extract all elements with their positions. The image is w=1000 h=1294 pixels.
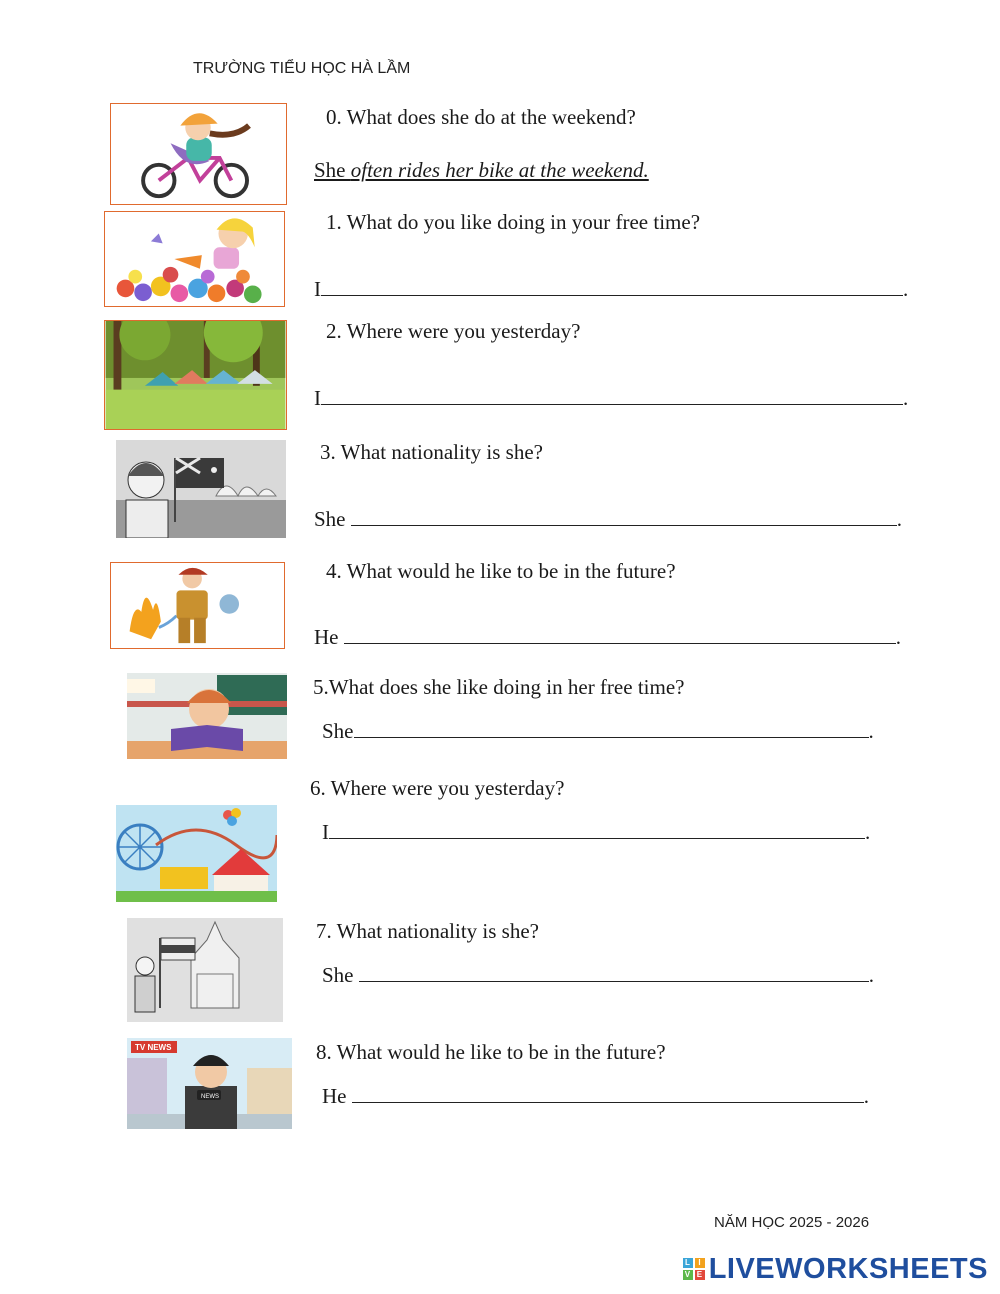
answer-end-7: .: [868, 963, 874, 987]
answer-prefix-2: I: [314, 386, 321, 410]
question-8: 8. What would he like to be in the future?: [316, 1040, 666, 1064]
question-2: 2. Where were you yesterday?: [326, 319, 581, 343]
answer-blank-7[interactable]: [359, 963, 869, 982]
answer-prefix-6: I: [322, 820, 329, 844]
answer-blank-6[interactable]: [329, 820, 865, 839]
answer-line-2[interactable]: [314, 386, 908, 411]
answer-prefix-4: He: [314, 625, 339, 649]
logo-letter-v: V: [683, 1270, 693, 1280]
answer-blank-2[interactable]: [321, 386, 903, 405]
answer-end-1: .: [903, 277, 909, 301]
answer-end-8: .: [863, 1084, 869, 1108]
logo-letter-e: E: [695, 1270, 705, 1280]
question-1: 1. What do you like doing in your free time?: [326, 210, 701, 234]
news-reporter-image: [127, 1038, 292, 1129]
answer-blank-4[interactable]: [344, 625, 896, 644]
school-year: NĂM HỌC 2025 - 2026: [714, 1214, 870, 1231]
question-7: 7. What nationality is she?: [316, 919, 539, 943]
answer-blank-3[interactable]: [351, 507, 897, 526]
girl-australian-flag-image: [116, 440, 286, 538]
firefighter-image: [110, 562, 285, 649]
answer-end-4: .: [895, 625, 901, 649]
logo-text: LIVEWORKSHEETS: [708, 1252, 988, 1285]
answer-end-2: .: [903, 386, 909, 410]
example-answer-text: often rides her bike at the weekend.: [350, 158, 649, 182]
answer-line-7[interactable]: [322, 963, 874, 988]
microphone-label: NEWS: [201, 1094, 219, 1100]
logo-letter-l: L: [683, 1258, 693, 1268]
girl-watering-flowers-image: [104, 211, 285, 307]
child-reading-book-image: [127, 673, 287, 759]
answer-blank-1[interactable]: [321, 277, 903, 296]
girl-riding-bike-image: [110, 103, 287, 205]
answer-line-8[interactable]: [322, 1084, 869, 1109]
question-4: 4. What would he like to be in the future?: [326, 559, 676, 583]
answer-blank-5[interactable]: [354, 719, 869, 738]
answer-line-1[interactable]: [314, 277, 908, 302]
answer-line-5[interactable]: [322, 719, 874, 744]
answer-prefix-8: He: [322, 1084, 347, 1108]
answer-line-3[interactable]: [314, 507, 902, 532]
answer-end-3: .: [896, 507, 902, 531]
school-name: TRƯỜNG TIỂU HỌC HÀ LẦM: [193, 60, 411, 77]
question-0: 0. What does she do at the weekend?: [326, 105, 636, 129]
answer-line-6[interactable]: [322, 820, 870, 845]
girl-thai-flag-image: [127, 918, 283, 1022]
question-6: 6. Where were you yesterday?: [310, 776, 565, 800]
answer-prefix-7: She: [322, 963, 354, 987]
question-5: 5.What does she like doing in her free time?: [313, 675, 685, 699]
tv-news-badge: TV NEWS: [135, 1043, 172, 1052]
answer-prefix-5: She: [322, 719, 354, 743]
answer-line-4[interactable]: [314, 625, 901, 650]
answer-prefix-3: She: [314, 507, 346, 531]
campsite-tents-image: [104, 320, 287, 430]
logo-mark-icon: [683, 1258, 705, 1280]
answer-blank-8[interactable]: [352, 1084, 864, 1103]
answer-end-6: .: [865, 820, 871, 844]
liveworksheets-logo[interactable]: [683, 1252, 988, 1286]
example-answer-subject: She: [314, 158, 346, 182]
answer-end-5: .: [868, 719, 874, 743]
question-3: 3. What nationality is she?: [320, 440, 543, 464]
answer-prefix-1: I: [314, 277, 321, 301]
logo-letter-i: I: [695, 1258, 705, 1268]
example-answer: [314, 158, 649, 183]
amusement-park-image: [116, 805, 277, 902]
